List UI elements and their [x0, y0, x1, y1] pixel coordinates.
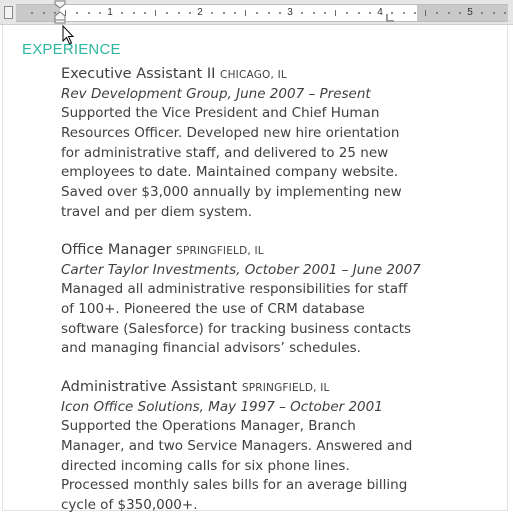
job-entry[interactable] [61, 378, 481, 516]
job-title: Executive Assistant II [61, 66, 216, 82]
job-title-line [61, 65, 481, 85]
ruler-dot [313, 12, 315, 14]
job-title-line [61, 378, 481, 398]
ruler-track[interactable] [16, 4, 508, 22]
ruler-dot [504, 12, 506, 14]
job-company-dates: Rev Development Group, June 2007 – Present [61, 86, 371, 102]
ruler-half-tick [245, 10, 246, 16]
document-page[interactable] [2, 25, 508, 514]
job-location: SPRINGFIELD, IL [241, 382, 330, 394]
ruler-dot [301, 12, 303, 14]
ruler-dot [133, 12, 135, 14]
ruler-number-1: 1 [107, 7, 113, 18]
ruler-dot [43, 12, 45, 14]
job-title: Office Manager [61, 242, 172, 258]
job-title-line [61, 241, 481, 261]
job-entry[interactable] [61, 65, 481, 223]
mouse-pointer-icon [62, 25, 76, 47]
ruler-dot [459, 12, 461, 14]
ruler-dot [178, 12, 180, 14]
ruler-number-3: 3 [287, 7, 293, 18]
job-title: Administrative Assistant [61, 379, 238, 395]
ruler-dot [268, 12, 270, 14]
job-company-dates: Icon Office Solutions, May 1997 – October 2001 [61, 399, 383, 415]
horizontal-ruler[interactable] [0, 0, 513, 25]
job-location: SPRINGFIELD, IL [176, 245, 264, 257]
ruler-dot [358, 12, 360, 14]
ruler-half-tick [155, 10, 156, 16]
ruler-dot [223, 12, 225, 14]
ruler-number-5: 5 [467, 7, 473, 18]
tab-selector[interactable] [4, 6, 13, 19]
tab-stop-marker[interactable] [386, 14, 394, 22]
ruler-dot [403, 12, 405, 14]
ruler-dot [256, 12, 258, 14]
ruler-dot [414, 12, 416, 14]
ruler-dot [166, 12, 168, 14]
ruler-dot [324, 12, 326, 14]
ruler-dot [493, 12, 495, 14]
ruler-number-4: 4 [377, 7, 383, 18]
job-entry[interactable] [61, 241, 481, 359]
job-location: CHICAGO, IL [220, 69, 287, 81]
ruler-dot [144, 12, 146, 14]
ruler-half-tick [425, 10, 426, 16]
indent-marker[interactable] [54, 0, 66, 24]
ruler-dot [189, 12, 191, 14]
ruler-half-tick [335, 10, 336, 16]
ruler-dot [448, 12, 450, 14]
job-company-dates: Carter Taylor Investments, October 2001 – June 2007 [61, 262, 421, 278]
job-description: Managed all administrative responsibilities for staff of 100+. Pioneered the use of CRM database software (Salesforce) for tracking business contacts and managing financial advisors’ schedules. [61, 281, 412, 357]
ruler-dot [121, 12, 123, 14]
job-description: Supported the Vice President and Chief Human Resources Officer. Developed new hire orientation for administrative staff, and delivered to 25 new employees to date. Maintained company website. Saved over $3,000 annually by implementing new travel and per diem system. [61, 105, 402, 220]
ruler-dot [99, 12, 101, 14]
ruler-dot [279, 12, 281, 14]
section-heading[interactable]: EXPERIENCE [22, 41, 121, 58]
job-description: Supported the Operations Manager, Branch Manager, and two Service Managers. Answered and directed incoming calls for six phone lines. Processed monthly sales bills for an average billing cycle of $350,000+. [61, 418, 413, 514]
ruler-dot [369, 12, 371, 14]
ruler-dot [88, 12, 90, 14]
ruler-dot [76, 12, 78, 14]
ruler-dot [211, 12, 213, 14]
ruler-number-2: 2 [197, 7, 203, 18]
ruler-dot [346, 12, 348, 14]
ruler-dot [234, 12, 236, 14]
